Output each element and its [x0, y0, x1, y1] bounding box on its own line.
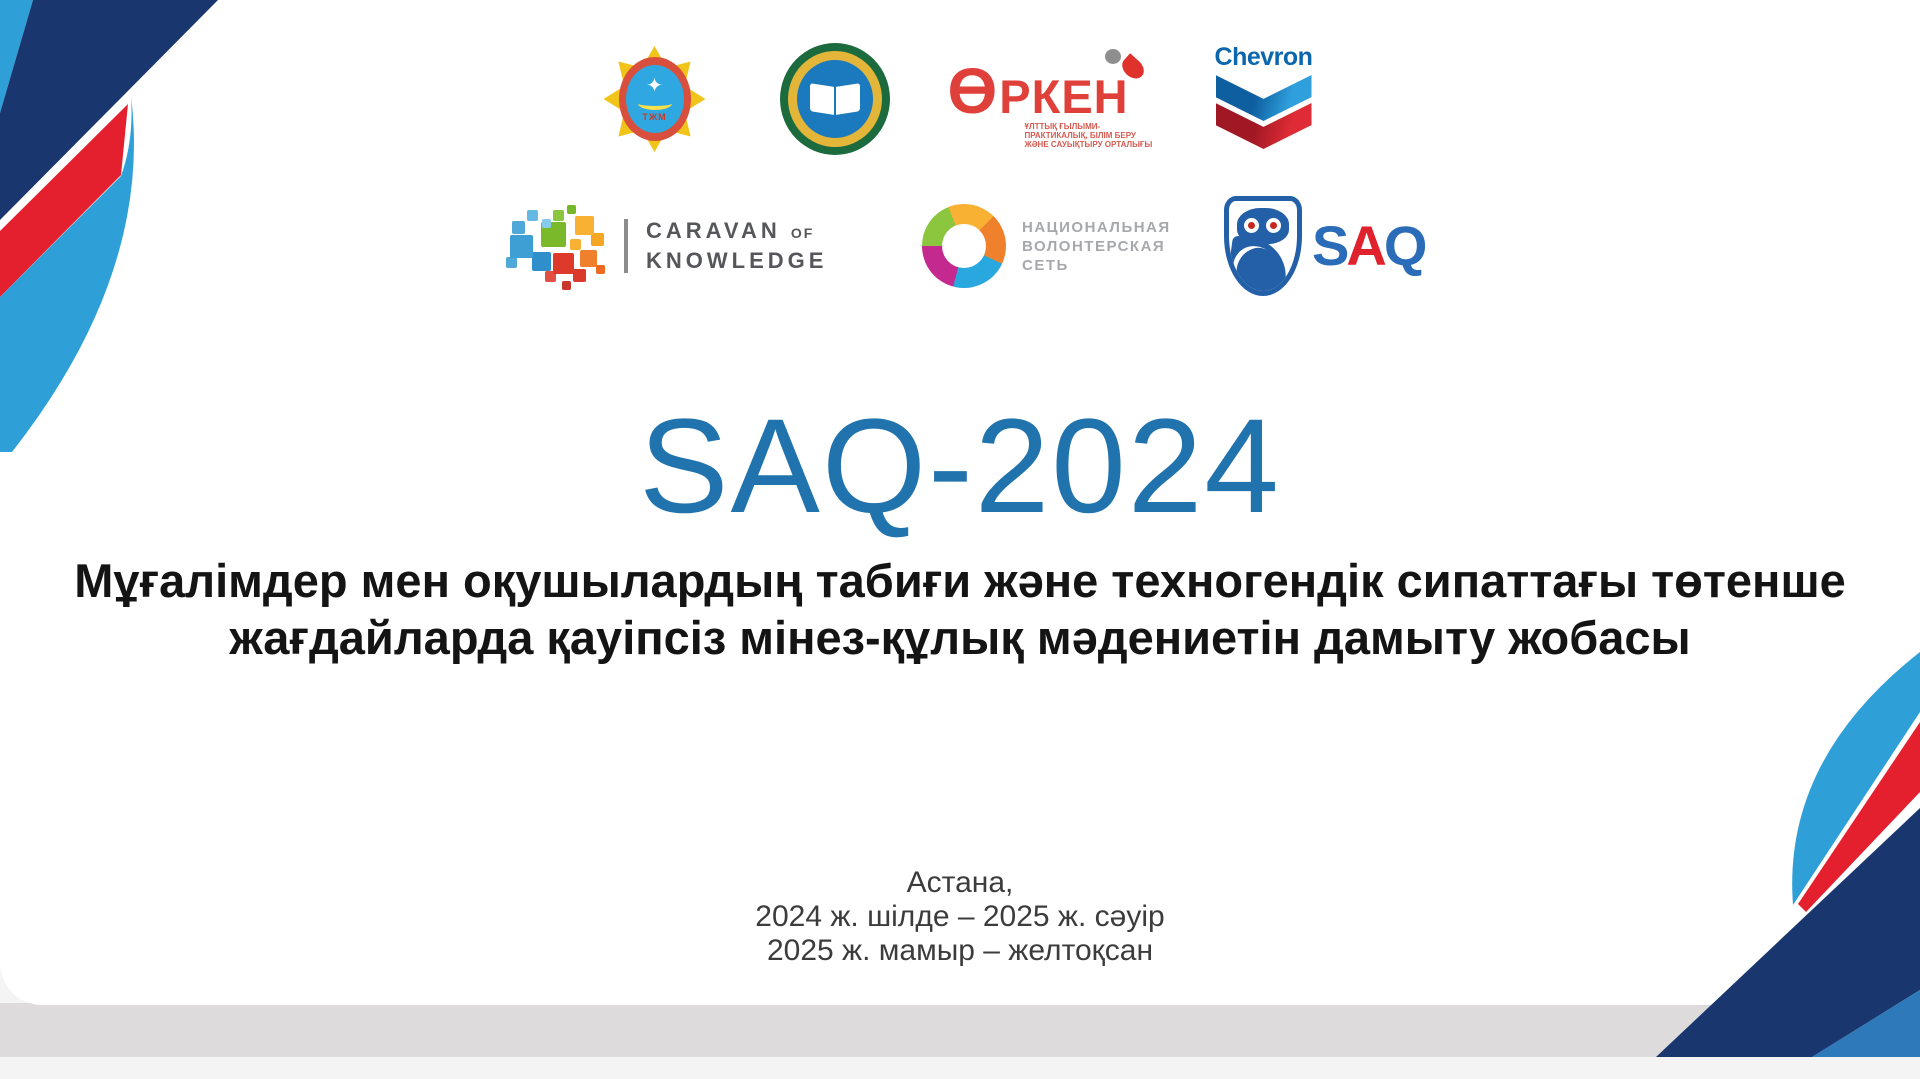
orken-wordmark: ӨРКЕН — [947, 55, 1129, 127]
logo-row-bottom — [0, 190, 1920, 302]
caravan-of-knowledge-logo — [506, 201, 846, 291]
footer-line3: 2025 ж. мамыр – желтоқсан — [766, 934, 1154, 967]
volunteer-line3: СЕТЬ — [1022, 256, 1069, 274]
orken-logo — [948, 43, 1153, 155]
chevron-logo — [1211, 43, 1317, 155]
caravan-wordmark — [646, 217, 827, 275]
background-strip — [0, 1003, 1920, 1057]
slide-footer — [0, 866, 1920, 968]
emergency-caption: ТЖМ — [642, 112, 667, 122]
caravan-word2: KNOWLEDGE — [646, 248, 828, 273]
open-book-icon — [836, 83, 860, 115]
orken-caption-line2: ЖӘНЕ САУЫҚТЫРУ ОРТАЛЫҒЫ — [1024, 140, 1153, 149]
emergency-oval — [626, 65, 684, 133]
education-seal-center — [797, 60, 873, 138]
logo-row-top — [0, 40, 1920, 158]
education-seal-logo — [780, 43, 890, 155]
saq-shield-owl-icon — [1224, 196, 1302, 296]
saq-letter-s: S — [1312, 214, 1347, 277]
page-title: SAQ-2024 — [639, 392, 1281, 541]
slide-subtitle — [0, 552, 1920, 666]
open-book-icon — [810, 83, 834, 115]
owl-body — [1225, 235, 1290, 296]
saq-letter-q: Q — [1383, 214, 1425, 277]
saq-logo — [1224, 196, 1425, 296]
owl-eye-icon — [1244, 218, 1259, 233]
orken-caption-line1: ҰЛТТЫҚ ҒЫЛЫМИ-ПРАКТИКАЛЫҚ, БІЛІМ БЕРУ — [1024, 122, 1136, 140]
emergency-wing-icon — [638, 97, 672, 110]
volunteer-line2: ВОЛОНТЕРСКАЯ — [1022, 237, 1166, 255]
caravan-separator — [624, 219, 628, 273]
saq-wordmark — [1312, 214, 1425, 277]
volunteer-line1: НАЦИОНАЛЬНАЯ — [1022, 218, 1171, 236]
volunteer-ring-icon — [922, 204, 1006, 288]
chevron-wordmark: Chevron — [1214, 43, 1313, 71]
subtitle-line1: Мұғалімдер мен оқушылардың табиғи және техногендік сипаттағы төтенше — [74, 554, 1846, 607]
footer-line2: 2024 ж. шілде – 2025 ж. сәуір — [755, 900, 1165, 933]
orken-caption — [1025, 122, 1153, 149]
caravan-word1: CARAVAN — [646, 218, 781, 243]
orken-head-icon — [1105, 49, 1121, 64]
emergency-ministry-logo — [604, 44, 706, 154]
volunteer-wordmark — [1022, 218, 1171, 275]
owl-eye-icon — [1266, 218, 1281, 233]
owl-face — [1237, 208, 1289, 244]
caravan-word-of: OF — [790, 225, 815, 241]
footer-line1: Астана, — [906, 866, 1014, 899]
brain-dots-icon — [506, 201, 606, 291]
emergency-star-glyph: ✦ — [646, 75, 663, 97]
volunteer-network-logo — [922, 204, 1171, 288]
saq-letter-a: A — [1346, 214, 1384, 277]
subtitle-line2: жағдайларда қауіпсіз мінез-құлық мәдениетін дамыту жобасы — [229, 611, 1691, 664]
